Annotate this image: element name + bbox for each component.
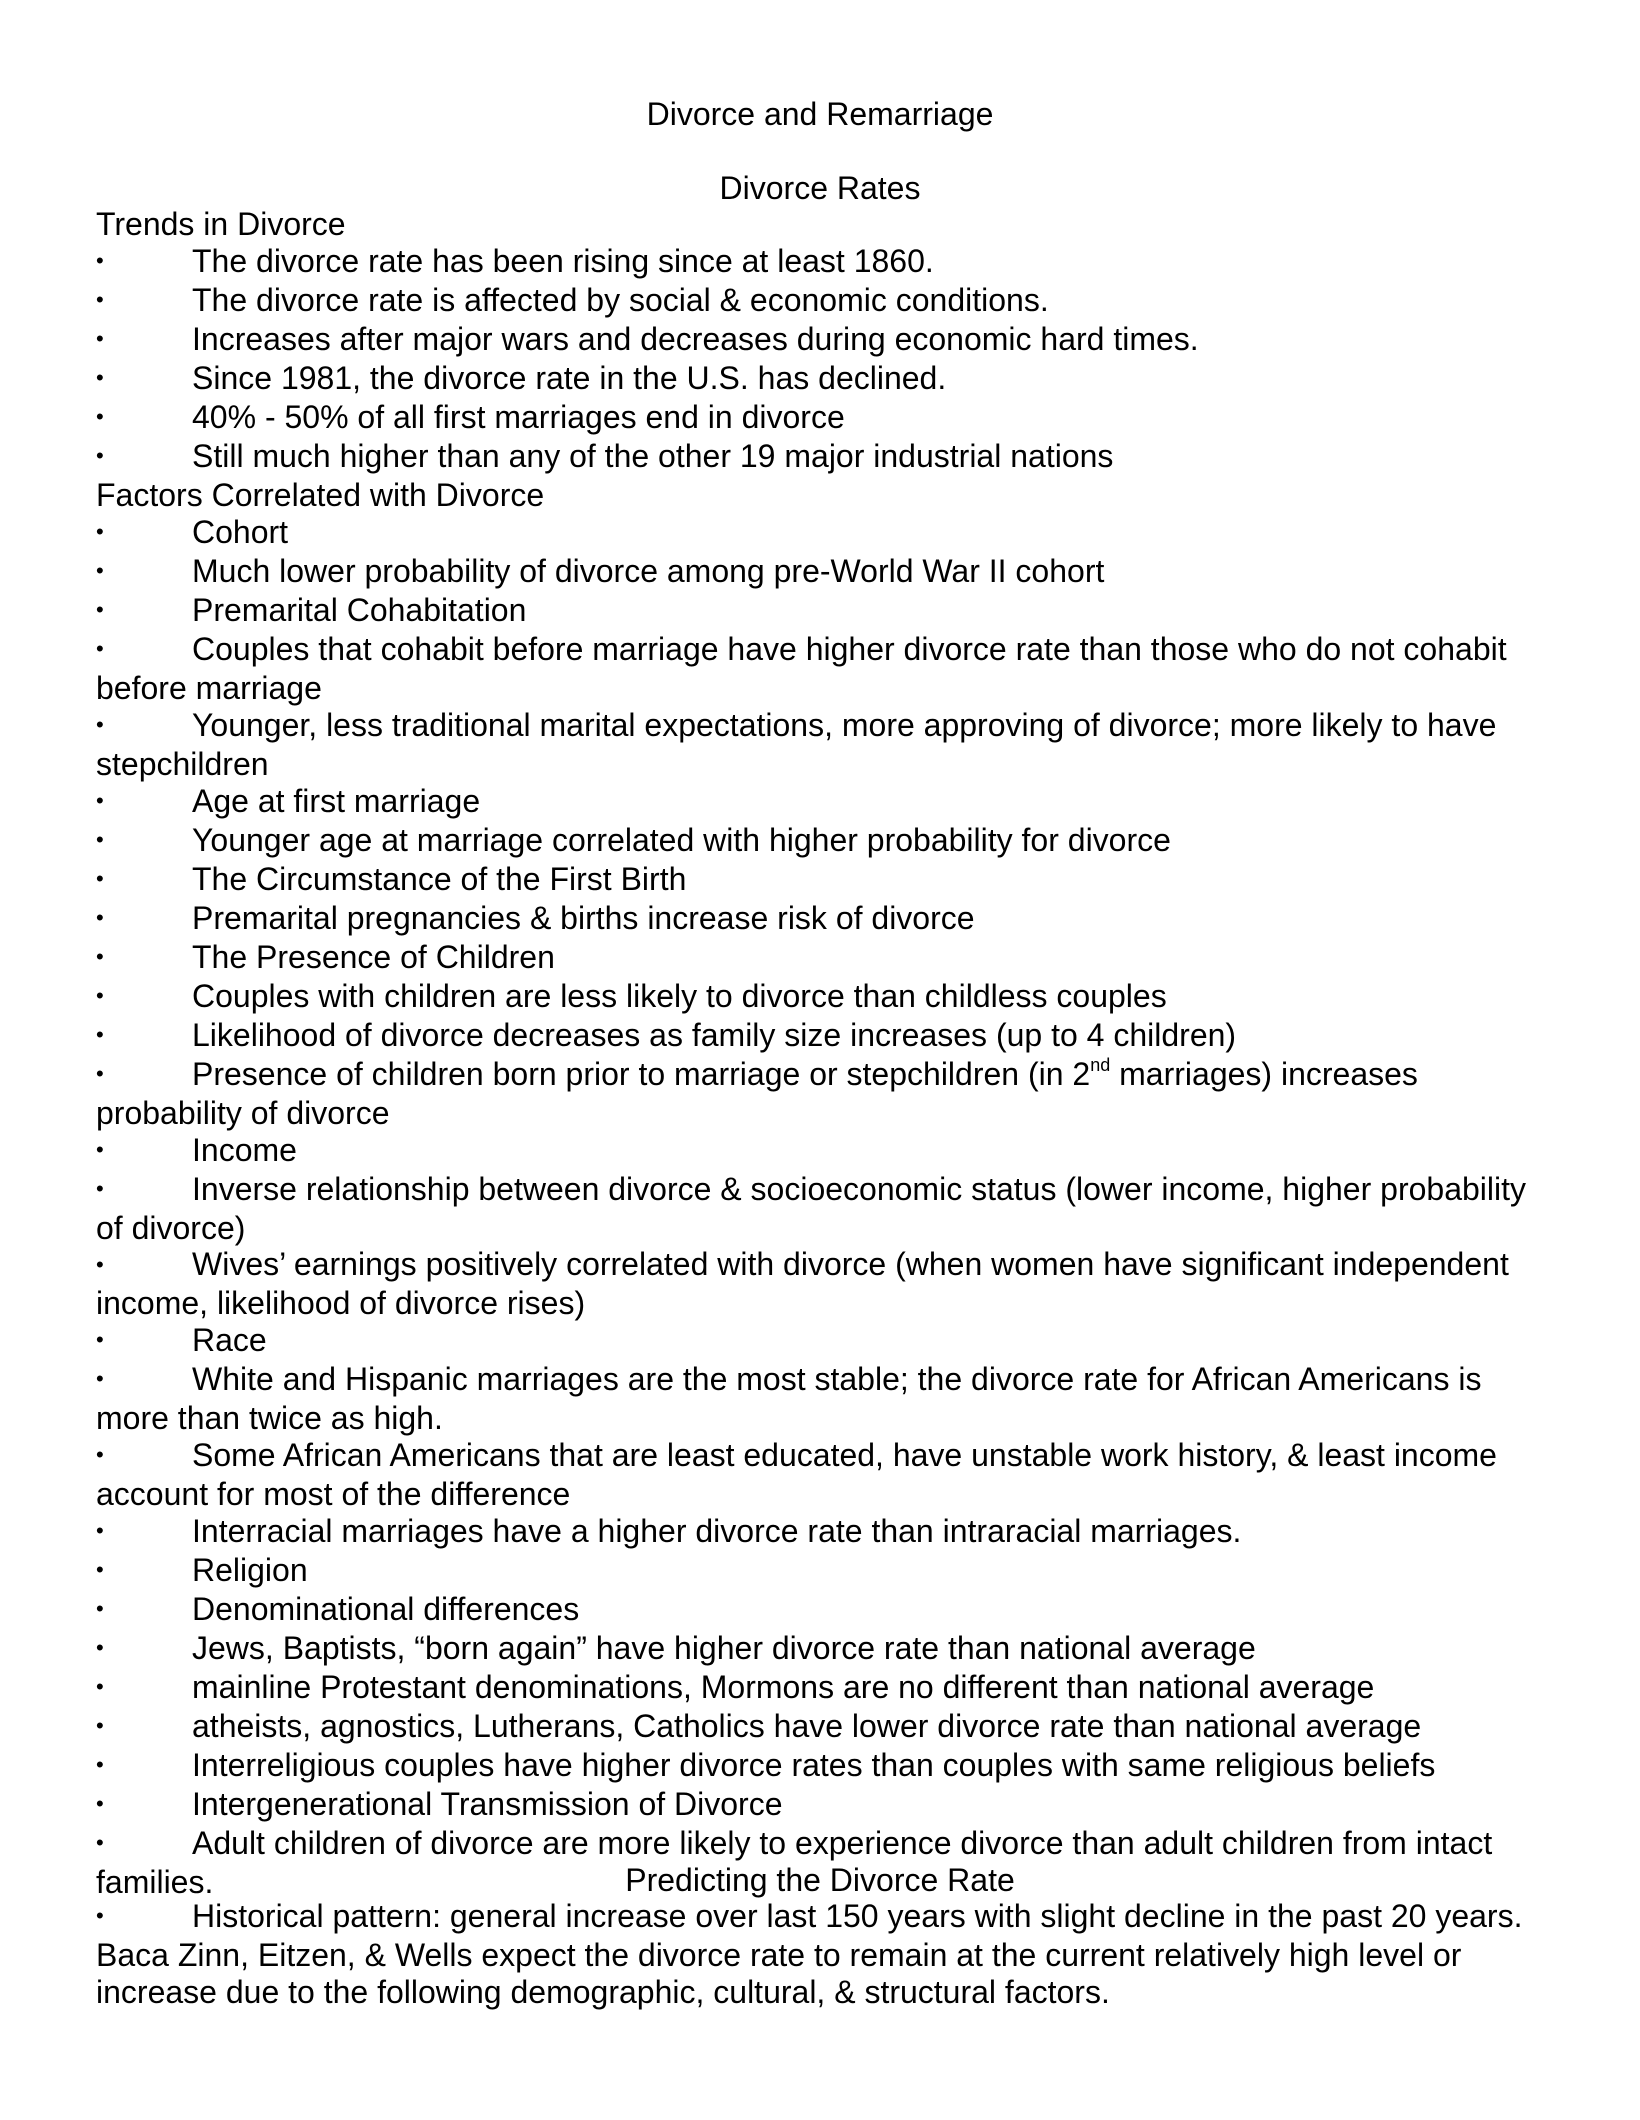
list-item: • The Circumstance of the First Birth <box>96 860 687 897</box>
list-item: • Likelihood of divorce decreases as family size increases (up to 4 children) <box>96 1016 1237 1053</box>
bullet-icon: • <box>96 557 104 583</box>
bullet-icon: • <box>96 787 104 813</box>
bullet-icon: • <box>96 596 104 622</box>
list-item: • Premarital pregnancies & births increase risk of divorce <box>96 899 975 936</box>
list-item: • 40% - 50% of all first marriages end in divorce <box>96 398 845 435</box>
document-title: Divorce and Remarriage <box>646 96 994 132</box>
bullet-icon: • <box>96 1596 104 1622</box>
list-item-stepchildren: • Presence of children born prior to marriage or stepchildren (in 2nd marriages) increases probability of divorce <box>96 1054 1418 1131</box>
list-item: • Jews, Baptists, “born again” have higher divorce rate than national average <box>96 1630 1256 1667</box>
list-item: • Since 1981, the divorce rate in the U.S. has declined. <box>96 359 947 396</box>
list-item: • Wives’ earnings positively correlated with divorce (when women have significant independent income, likelihood of divorce rises) <box>96 1246 1509 1322</box>
list-item: • Still much higher than any of the other 19 major industrial nations <box>96 437 1114 474</box>
list-item: • Historical pattern: general increase over last 150 years with slight decline in the past 20 years. Baca Zinn, Eitzen, & Wells expect the divorce rate to remain at the current relatively high level or increase due to the following demographic, cultural, & structural factors. <box>96 1898 1523 2010</box>
bullet-icon: • <box>96 1175 104 1201</box>
list-item: • Intergenerational Transmission of Divorce <box>96 1786 783 1823</box>
list-item: • Inverse relationship between divorce & socioeconomic status (lower income, higher probability of divorce) <box>96 1170 1526 1246</box>
list-item: • Interracial marriages have a higher divorce rate than intraracial marriages. <box>96 1513 1242 1550</box>
bullet-icon: • <box>96 443 104 468</box>
bullet-icon: • <box>96 904 104 930</box>
bullet-icon: • <box>96 826 104 852</box>
list-item: • Religion <box>96 1552 308 1589</box>
bullet-icon: • <box>96 1136 104 1162</box>
bullet-icon: • <box>96 1251 104 1277</box>
list-item: • The divorce rate has been rising since at least 1860. <box>96 242 934 279</box>
list-item: • Younger age at marriage correlated with higher probability for divorce <box>96 821 1171 858</box>
list-item: • The Presence of Children <box>96 938 555 975</box>
bullet-icon: • <box>96 943 104 969</box>
bullet-icon: • <box>96 248 104 273</box>
bullet-icon: • <box>96 365 104 390</box>
factors-heading: Factors Correlated with Divorce <box>96 476 545 513</box>
bullet-icon: • <box>96 1674 104 1700</box>
list-item: • Age at first marriage <box>96 782 481 819</box>
bullet-icon: • <box>96 1713 104 1739</box>
bullet-icon: • <box>96 1903 104 1929</box>
predicting-body <box>96 1898 1546 2011</box>
bullet-icon: • <box>96 404 104 429</box>
bullet-icon: • <box>96 982 104 1008</box>
list-item: • Couples that cohabit before marriage have higher divorce rate than those who do not cohabit before marriage <box>96 630 1507 706</box>
list-item: • Much lower probability of divorce among pre-World War II cohort <box>96 552 1105 589</box>
trends-heading: Trends in Divorce <box>96 206 346 242</box>
bullet-icon: • <box>96 326 104 351</box>
list-item: • Premarital Cohabitation <box>96 591 527 628</box>
list-item: • Denominational differences <box>96 1591 580 1628</box>
list-item: • atheists, agnostics, Lutherans, Catholics have lower divorce rate than national average <box>96 1708 1422 1745</box>
list-item: • Cohort <box>96 513 289 550</box>
section-title-predicting: Predicting the Divorce Rate <box>625 1862 1015 1898</box>
list-item: • Income <box>96 1131 297 1168</box>
bullet-icon: • <box>96 1442 104 1468</box>
list-item: • mainline Protestant denominations, Mormons are no different than national average <box>96 1669 1375 1706</box>
ordinal-superscript: nd <box>1090 1054 1111 1075</box>
bullet-icon: • <box>96 1518 104 1544</box>
bullet-icon: • <box>96 865 104 891</box>
list-item: • Adult children of divorce are more likely to experience divorce than adult children from intact families. <box>96 1825 1493 1901</box>
list-item: • White and Hispanic marriages are the most stable; the divorce rate for African Americans is more than twice as high. <box>96 1361 1482 1437</box>
bullet-icon: • <box>96 711 104 737</box>
bullet-icon: • <box>96 1021 104 1047</box>
bullet-icon: • <box>96 1752 104 1778</box>
list-item: • Increases after major wars and decreases during economic hard times. <box>96 320 1199 357</box>
bullet-icon: • <box>96 518 104 544</box>
bullet-icon: • <box>96 1830 104 1856</box>
list-item: • Interreligious couples have higher divorce rates than couples with same religious beliefs <box>96 1747 1436 1784</box>
bullet-icon: • <box>96 635 104 661</box>
bullet-icon: • <box>96 1557 104 1583</box>
list-item: • Couples with children are less likely to divorce than childless couples <box>96 977 1167 1014</box>
bullet-icon: • <box>96 1366 104 1392</box>
bullet-icon: • <box>96 1635 104 1661</box>
bullet-icon: • <box>96 1327 104 1353</box>
list-item: • Race <box>96 1322 267 1359</box>
bullet-icon: • <box>96 1791 104 1817</box>
bullet-icon: • <box>96 1060 104 1086</box>
bullet-icon: • <box>96 287 104 312</box>
divorce-rates-body <box>96 206 1546 1901</box>
list-item: • The divorce rate is affected by social & economic conditions. <box>96 281 1049 318</box>
list-item: • Younger, less traditional marital expectations, more approving of divorce; more likely to have stepchildren <box>96 706 1497 782</box>
list-item: • Some African Americans that are least educated, have unstable work history, & least income account for most of the difference <box>96 1437 1497 1513</box>
section-title-divorce-rates: Divorce Rates <box>719 170 921 206</box>
